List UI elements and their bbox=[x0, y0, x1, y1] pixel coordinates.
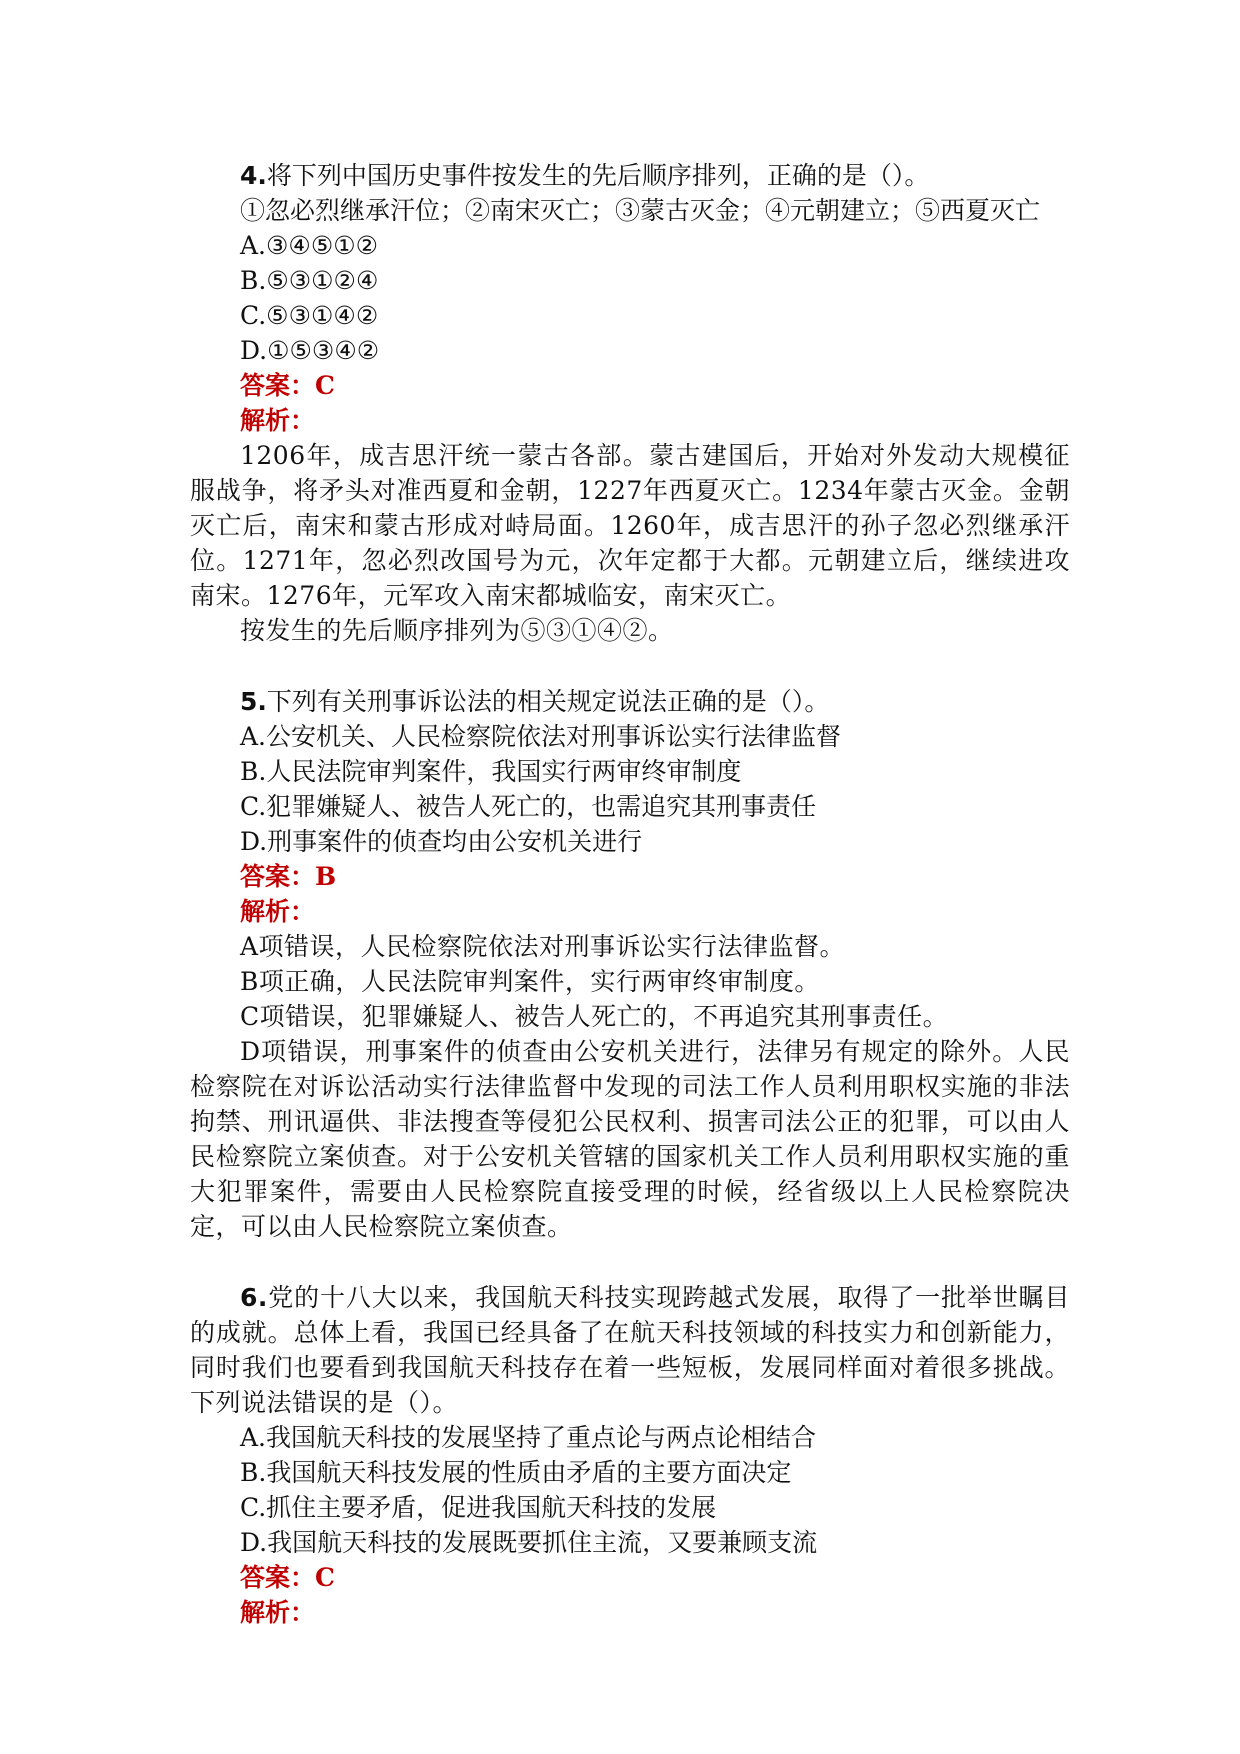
option-b: B.人民法院审判案件，我国实行两审终审制度 bbox=[240, 757, 742, 786]
option-c: C.犯罪嫌疑人、被告人死亡的，也需追究其刑事责任 bbox=[240, 792, 817, 821]
option-b: B.⑤③①②④ bbox=[240, 266, 379, 295]
option-a: A.③④⑤①② bbox=[240, 231, 379, 260]
analysis-paragraph: 1206年，成吉思汗统一蒙古各部。蒙古建国后，开始对外发动大规模征服战争，将矛头对准西夏和金朝，1227年西夏灭亡。1234年蒙古灭金。金朝灭亡后，南宋和蒙古形成对峙局面。1260年，成吉思汗的孙子忽必烈继承汗位。1271年，忽必烈改国号为元，次年定都于大都。元朝建立后，继续进攻南宋。1276年，元军攻入南宋都城临安，南宋灭亡。 bbox=[190, 441, 1070, 610]
analysis-label: 解析： bbox=[240, 406, 316, 435]
analysis-paragraph: C项错误，犯罪嫌疑人、被告人死亡的，不再追究其刑事责任。 bbox=[240, 1002, 949, 1031]
analysis-paragraph: D项错误，刑事案件的侦查由公安机关进行，法律另有规定的除外。人民检察院在对诉讼活动实行法律监督中发现的司法工作人员利用职权实施的非法拘禁、刑讯逼供、非法搜查等侵犯公民权利、损害司法公正的犯罪，可以由人民检察院立案侦查。对于公安机关管辖的国家机关工作人员利用职权实施的重大犯罪案件，需要由人民检察院直接受理的时候，经省级以上人民检察院决定，可以由人民检察院立案侦查。 bbox=[190, 1037, 1070, 1241]
option-b: B.我国航天科技发展的性质由矛盾的主要方面决定 bbox=[240, 1458, 792, 1487]
answer-label: 答案：C bbox=[240, 371, 335, 400]
answer-label: 答案：C bbox=[240, 1563, 335, 1592]
question-number: 6. bbox=[240, 1283, 268, 1312]
question-4 bbox=[190, 158, 1070, 648]
option-a: A.我国航天科技的发展坚持了重点论与两点论相结合 bbox=[240, 1423, 817, 1452]
analysis-paragraph: A项错误，人民检察院依法对刑事诉讼实行法律监督。 bbox=[240, 932, 846, 961]
analysis-label: 解析： bbox=[240, 1598, 316, 1627]
option-d: D.我国航天科技的发展既要抓住主流，又要兼顾支流 bbox=[240, 1528, 818, 1557]
analysis-paragraph: B项正确，人民法院审判案件，实行两审终审制度。 bbox=[240, 967, 820, 996]
option-d: D.①⑤③④② bbox=[240, 336, 380, 365]
question-5 bbox=[190, 684, 1070, 1244]
analysis-paragraph: 按发生的先后顺序排列为⑤③①④②。 bbox=[240, 616, 674, 645]
option-a: A.公安机关、人民检察院依法对刑事诉讼实行法律监督 bbox=[240, 722, 842, 751]
option-c: C.⑤③①④② bbox=[240, 301, 379, 330]
question-number: 4. bbox=[240, 161, 267, 190]
question-stem: 6.党的十八大以来，我国航天科技实现跨越式发展，取得了一批举世瞩目的成就。总体上看，我国已经具备了在航天科技领域的科技实力和创新能力，同时我们也要看到我国航天科技存在着一些短板，发展同样面对着很多挑战。下列说法错误的是（）。 bbox=[190, 1283, 1070, 1417]
option-d: D.刑事案件的侦查均由公安机关进行 bbox=[240, 827, 643, 856]
question-stem: 5.下列有关刑事诉讼法的相关规定说法正确的是（）。 bbox=[240, 687, 830, 716]
question-number: 5. bbox=[240, 687, 267, 716]
question-6 bbox=[190, 1280, 1070, 1630]
option-c: C.抓住主要矛盾，促进我国航天科技的发展 bbox=[240, 1493, 717, 1522]
document-page bbox=[190, 158, 1070, 1666]
answer-label: 答案：B bbox=[240, 862, 337, 891]
question-stem: 4.将下列中国历史事件按发生的先后顺序排列，正确的是（）。 bbox=[240, 161, 930, 190]
analysis-label: 解析： bbox=[240, 897, 316, 926]
question-sub-stem: ①忽必烈继承汗位；②南宋灭亡；③蒙古灭金；④元朝建立；⑤西夏灭亡 bbox=[240, 196, 1041, 225]
